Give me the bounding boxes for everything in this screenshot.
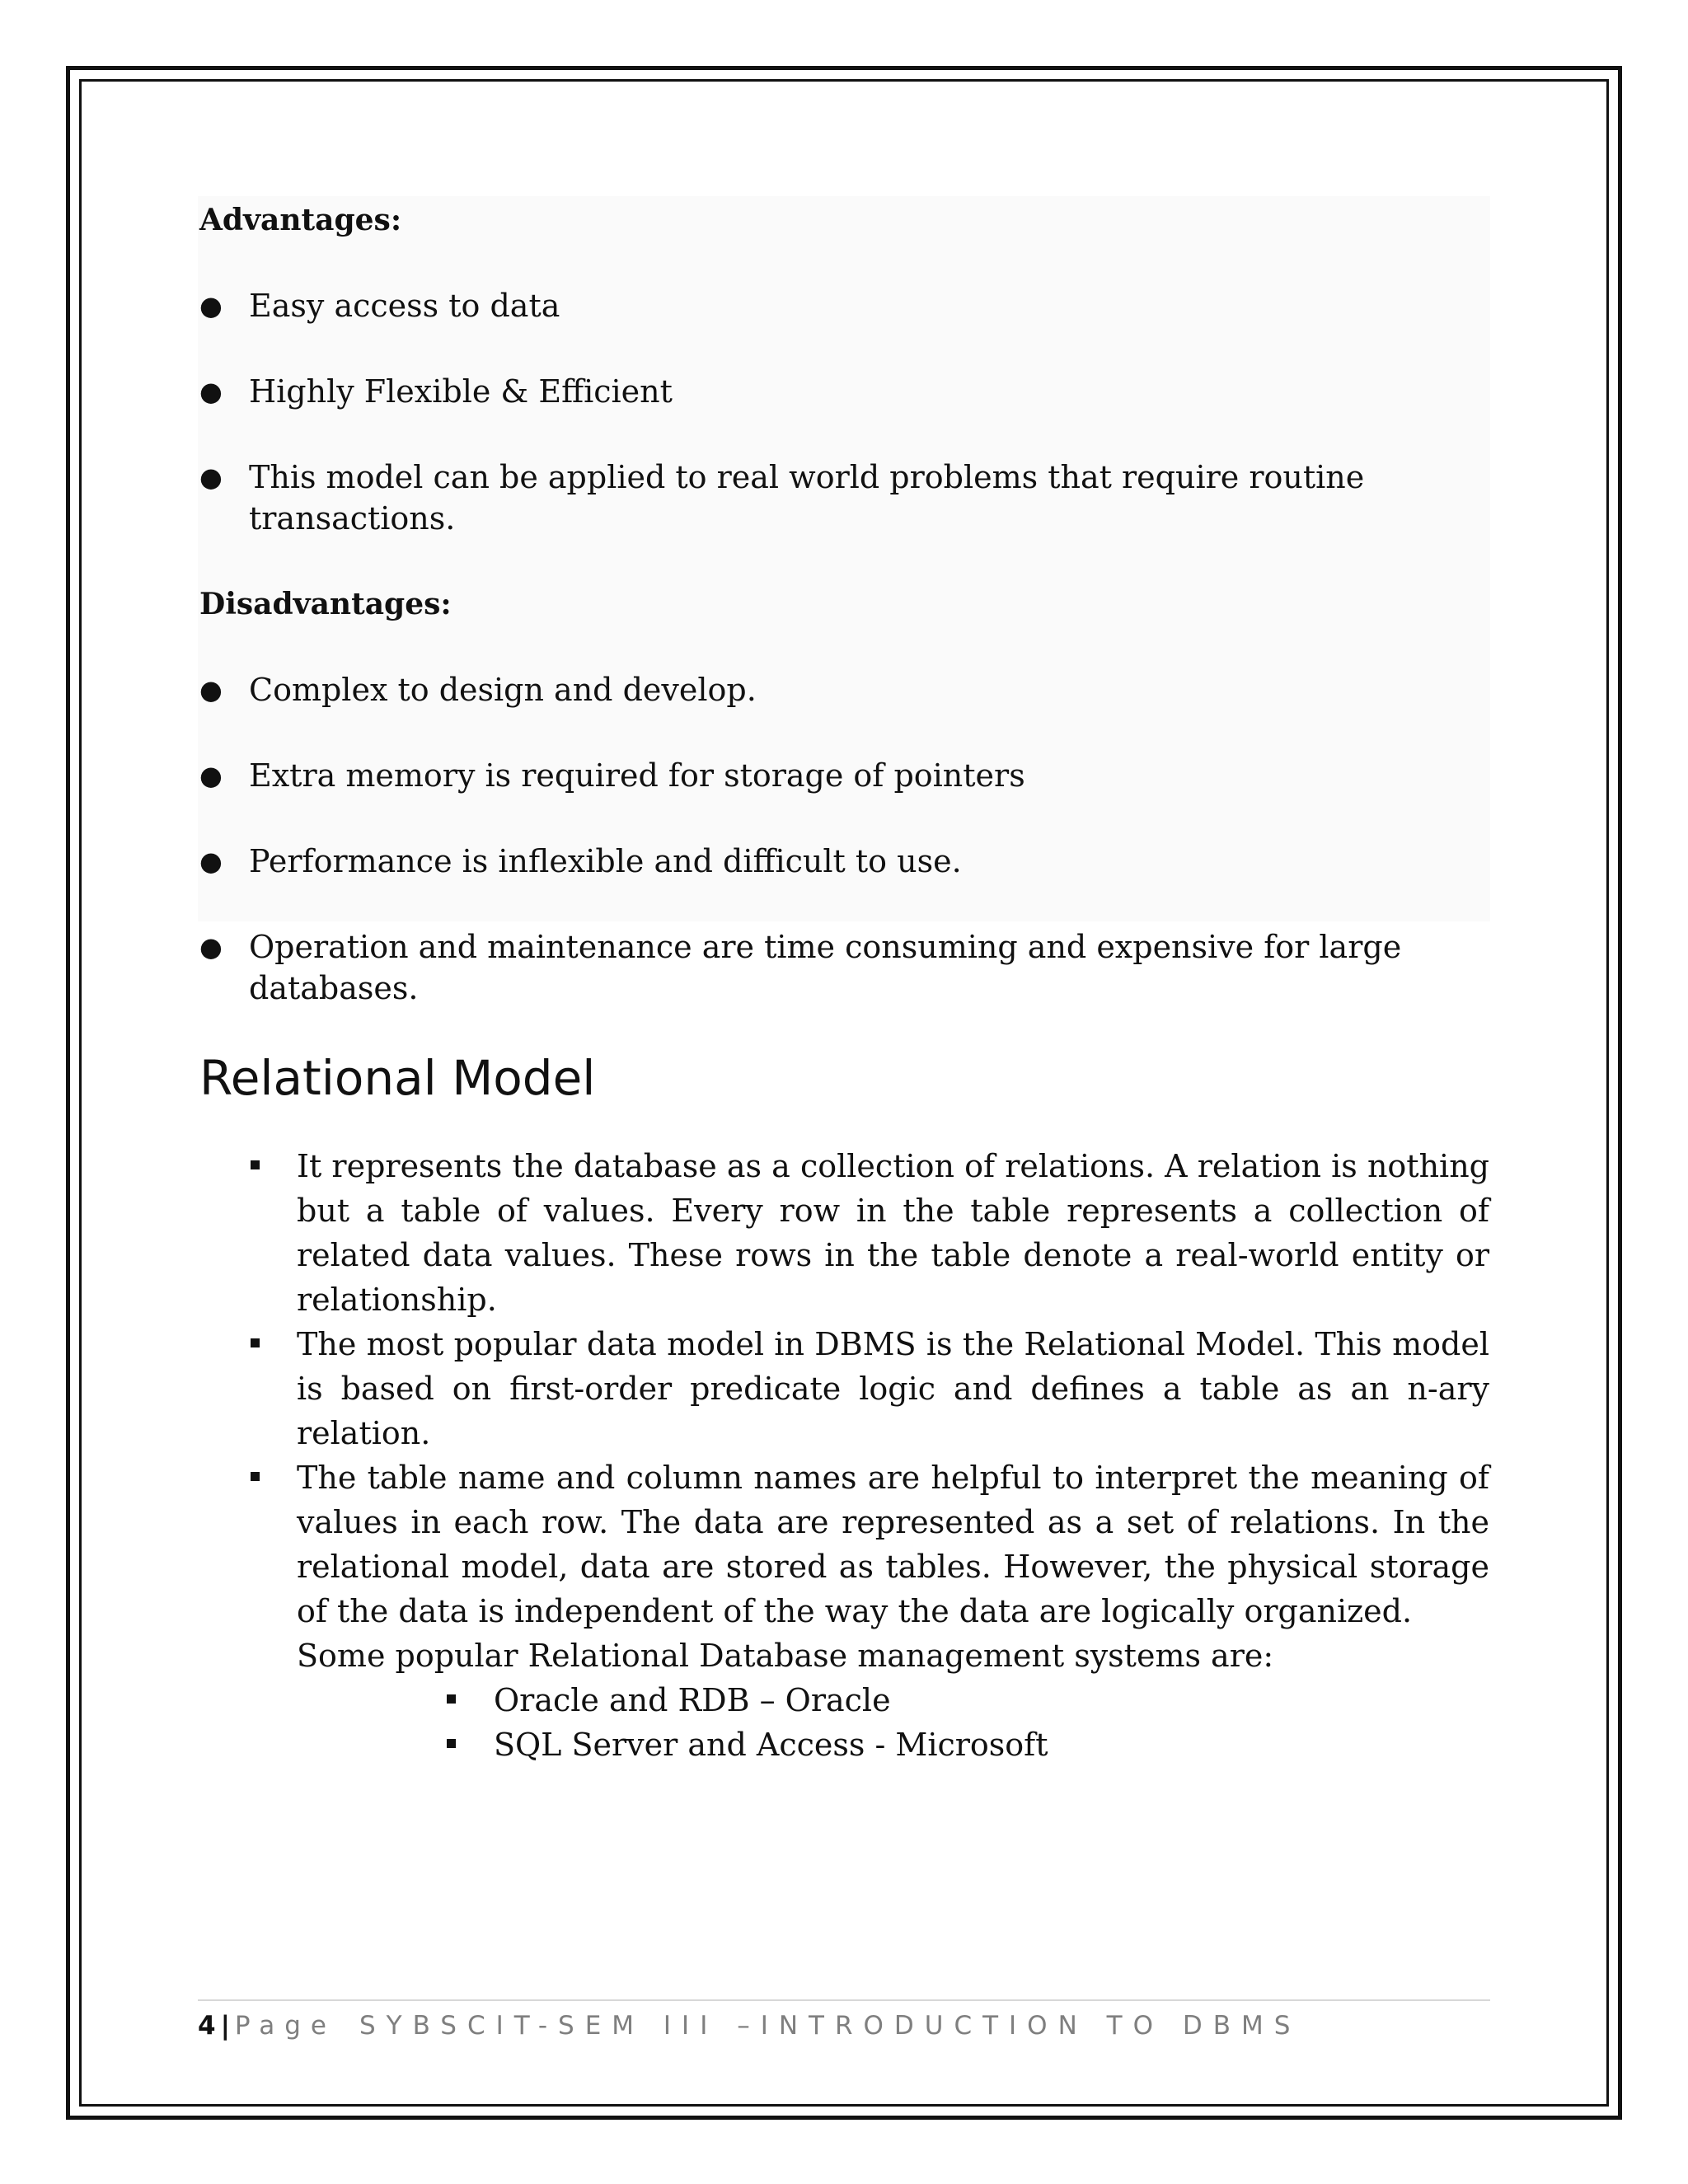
advantages-list [199, 285, 1489, 539]
bullet-dot-icon: ● [199, 931, 223, 963]
square-bullet-icon [447, 1739, 456, 1748]
advantages-heading: Advantages: [199, 203, 402, 237]
square-bullet-icon [251, 1338, 260, 1347]
list-item [199, 1678, 1489, 1722]
advantage-text: Highly Flexible & Efficient [249, 373, 673, 410]
list-item [199, 285, 1489, 326]
bullet-dot-icon: ● [199, 846, 223, 877]
bullet-dot-icon: ● [199, 760, 223, 791]
rdbms-systems-list [199, 1678, 1489, 1767]
bullet-dot-icon: ● [199, 290, 223, 321]
square-bullet-icon [447, 1694, 456, 1704]
disadvantage-text: Complex to design and develop. [249, 672, 757, 708]
list-item [199, 1455, 1489, 1633]
relational-point-text: The most popular data model in DBMS is the Relational Model. This model is based on first-order predicate logic and defines a table as an n-ary relation. [297, 1326, 1489, 1451]
list-item [199, 926, 1489, 1009]
disadvantage-text: Extra memory is required for storage of pointers [249, 757, 1025, 794]
page-number: 4 [198, 2011, 216, 2041]
relational-point-text: It represents the database as a collection of relations. A relation is nothing but a table of values. Every row in the table represents a collection of related data values. These rows in the table denote a real-world entity or relationship. [297, 1148, 1489, 1318]
relational-points-list [199, 1144, 1489, 1633]
list-item [199, 1322, 1489, 1455]
page-content [199, 199, 1489, 1767]
page-label: Page [234, 2011, 336, 2041]
relational-point-text: The table name and column names are helpful to interpret the meaning of values in each row. The data are represented as a set of relations. In the relational model, data are stored as tables. However, the physical storage of the data is independent of the way the data are logically organized. [297, 1460, 1489, 1629]
list-item [199, 841, 1489, 882]
disadvantage-text: Performance is inflexible and difficult to use. [249, 843, 962, 879]
list-item [199, 755, 1489, 796]
list-item [199, 371, 1489, 412]
bullet-dot-icon: ● [199, 462, 223, 493]
footer-divider [198, 1999, 1490, 2001]
list-item [199, 1144, 1489, 1322]
square-bullet-icon [251, 1160, 260, 1169]
page-footer [198, 2008, 1301, 2044]
relational-model-heading: Relational Model [199, 1050, 596, 1106]
footer-separator: | [220, 2011, 230, 2041]
disadvantage-text: Operation and maintenance are time consuming and expensive for large databases. [249, 929, 1402, 1006]
list-item [199, 457, 1489, 539]
course-title: SYBSCIT-SEM III –INTRODUCTION TO DBMS [359, 2011, 1301, 2041]
systems-intro: Some popular Relational Database management systems are: [297, 1638, 1274, 1674]
advantage-text: Easy access to data [249, 288, 560, 324]
list-item [199, 1722, 1489, 1767]
system-text: Oracle and RDB – Oracle [494, 1682, 891, 1718]
system-text: SQL Server and Access - Microsoft [494, 1727, 1048, 1763]
advantage-text: This model can be applied to real world problems that require routine transactions. [249, 459, 1365, 537]
bullet-dot-icon: ● [199, 674, 223, 705]
disadvantages-heading: Disadvantages: [199, 587, 452, 621]
disadvantages-list [199, 669, 1489, 1009]
square-bullet-icon [251, 1472, 260, 1481]
bullet-dot-icon: ● [199, 376, 223, 407]
list-item [199, 669, 1489, 710]
